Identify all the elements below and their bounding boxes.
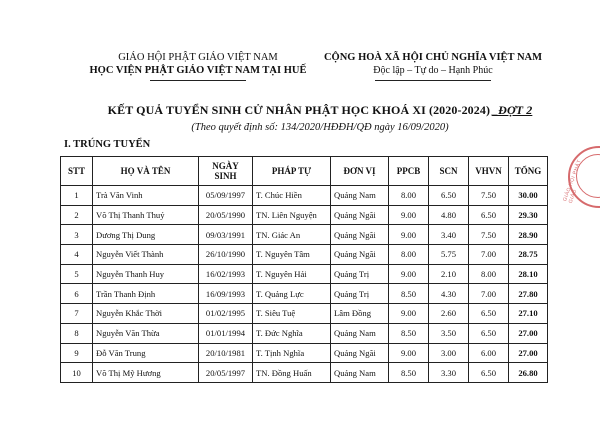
cell-birthdate: 16/09/1993 — [199, 284, 253, 304]
cell-birthdate: 20/05/1990 — [199, 205, 253, 225]
cell-total: 27.10 — [509, 304, 548, 324]
cell-unit: Quảng Ngãi — [331, 245, 389, 265]
cell-stt: 1 — [61, 186, 93, 206]
table-row — [61, 323, 548, 343]
column-header: PHÁP TỰ — [253, 157, 331, 186]
organization-line-1: GIÁO HỘI PHẬT GIÁO VIỆT NAM — [118, 52, 278, 63]
cell-scn: 6.50 — [429, 186, 469, 206]
cell-name: Trà Văn Vinh — [93, 186, 199, 206]
column-header: VHVN — [469, 157, 509, 186]
cell-unit: Quảng Ngãi — [331, 343, 389, 363]
cell-name: Võ Thị Mỹ Hương — [93, 363, 199, 383]
cell-scn: 3.30 — [429, 363, 469, 383]
cell-birthdate: 26/10/1990 — [199, 245, 253, 265]
cell-name: Dương Thị Dung — [93, 225, 199, 245]
cell-vhvn: 7.50 — [469, 186, 509, 206]
cell-name: Đỗ Văn Trung — [93, 343, 199, 363]
cell-vhvn: 7.00 — [469, 245, 509, 265]
document-title — [60, 103, 580, 118]
cell-unit: Quảng Nam — [331, 363, 389, 383]
column-header: SCN — [429, 157, 469, 186]
cell-name: Nguyễn Khắc Thời — [93, 304, 199, 324]
cell-dharma-name: T. Nguyên Hải — [253, 264, 331, 284]
cell-scn: 4.30 — [429, 284, 469, 304]
seal-text: GIÁO HỘI PHẬT GIÁO — [562, 158, 583, 205]
national-motto-title: CỘNG HOÀ XÃ HỘI CHỦ NGHĨA VIỆT NAM — [323, 52, 543, 63]
cell-stt: 2 — [61, 205, 93, 225]
cell-vhvn: 7.50 — [469, 225, 509, 245]
cell-unit: Quảng Trị — [331, 284, 389, 304]
cell-vhvn: 6.50 — [469, 323, 509, 343]
cell-stt: 8 — [61, 323, 93, 343]
results-table — [60, 156, 548, 383]
table-row — [61, 186, 548, 206]
cell-ppcb: 8.50 — [389, 323, 429, 343]
cell-scn: 2.60 — [429, 304, 469, 324]
cell-stt: 3 — [61, 225, 93, 245]
column-header: NGÀY SINH — [199, 157, 253, 186]
cell-ppcb: 9.00 — [389, 343, 429, 363]
cell-vhvn: 6.50 — [469, 363, 509, 383]
cell-name: Võ Thị Thanh Thuỷ — [93, 205, 199, 225]
column-header: ĐƠN VỊ — [331, 157, 389, 186]
cell-stt: 7 — [61, 304, 93, 324]
cell-dharma-name: T. Nguyên Tâm — [253, 245, 331, 265]
column-header: PPCB — [389, 157, 429, 186]
section-heading: I. TRÚNG TUYỂN — [64, 139, 151, 150]
red-seal-stamp — [562, 146, 600, 208]
cell-dharma-name: T. Siêu Tuệ — [253, 304, 331, 324]
cell-vhvn: 8.00 — [469, 264, 509, 284]
cell-unit: Quảng Ngãi — [331, 225, 389, 245]
cell-name: Nguyễn Viết Thành — [93, 245, 199, 265]
cell-stt: 6 — [61, 284, 93, 304]
cell-vhvn: 7.00 — [469, 284, 509, 304]
cell-ppcb: 9.00 — [389, 225, 429, 245]
cell-dharma-name: T. Tịnh Nghĩa — [253, 343, 331, 363]
cell-dharma-name: TN. Giác An — [253, 225, 331, 245]
cell-total: 26.80 — [509, 363, 548, 383]
document-title-suffix: _ĐỢT 2 — [492, 103, 533, 117]
cell-birthdate: 09/03/1991 — [199, 225, 253, 245]
document-title-text: KẾT QUẢ TUYỂN SINH CỬ NHÂN PHẬT HỌC KHOÁ XI (2020-2024) — [107, 103, 491, 117]
cell-total: 28.10 — [509, 264, 548, 284]
cell-ppcb: 8.50 — [389, 363, 429, 383]
national-header — [318, 51, 548, 81]
cell-vhvn: 6.50 — [469, 304, 509, 324]
table-row — [61, 264, 548, 284]
cell-ppcb: 8.00 — [389, 186, 429, 206]
cell-ppcb: 8.50 — [389, 284, 429, 304]
cell-vhvn: 6.00 — [469, 343, 509, 363]
table-row — [61, 304, 548, 324]
column-header: HỌ VÀ TÊN — [93, 157, 199, 186]
cell-stt: 4 — [61, 245, 93, 265]
cell-scn: 3.40 — [429, 225, 469, 245]
cell-total: 27.00 — [509, 343, 548, 363]
cell-scn: 3.50 — [429, 323, 469, 343]
organization-line-2: HỌC VIỆN PHẬT GIÁO VIỆT NAM TẠI HUẾ — [89, 65, 307, 76]
column-header: TỔNG — [509, 157, 548, 186]
cell-birthdate: 01/02/1995 — [199, 304, 253, 324]
cell-birthdate: 16/02/1993 — [199, 264, 253, 284]
cell-birthdate: 05/09/1997 — [199, 186, 253, 206]
cell-total: 27.80 — [509, 284, 548, 304]
cell-dharma-name: T. Quảng Lực — [253, 284, 331, 304]
cell-birthdate: 20/05/1997 — [199, 363, 253, 383]
cell-unit: Quảng Nam — [331, 323, 389, 343]
cell-dharma-name: TN. Liên Nguyện — [253, 205, 331, 225]
cell-ppcb: 9.00 — [389, 304, 429, 324]
cell-total: 28.90 — [509, 225, 548, 245]
cell-name: Nguyễn Văn Thừa — [93, 323, 199, 343]
table-row — [61, 245, 548, 265]
header-divider — [375, 80, 491, 81]
cell-name: Nguyễn Thanh Huy — [93, 264, 199, 284]
cell-ppcb: 8.00 — [389, 245, 429, 265]
cell-scn: 2.10 — [429, 264, 469, 284]
cell-ppcb: 9.00 — [389, 264, 429, 284]
cell-dharma-name: T. Đức Nghĩa — [253, 323, 331, 343]
document-subtitle: (Theo quyết định số: 134/2020/HĐĐH/QĐ ngày 16/09/2020) — [191, 122, 449, 133]
cell-dharma-name: TN. Đồng Huấn — [253, 363, 331, 383]
organization-header — [88, 51, 308, 81]
table-row — [61, 343, 548, 363]
header-divider — [150, 80, 246, 81]
table-row — [61, 225, 548, 245]
cell-total: 28.75 — [509, 245, 548, 265]
column-header: STT — [61, 157, 93, 186]
cell-name: Trần Thanh Định — [93, 284, 199, 304]
cell-unit: Quảng Nam — [331, 186, 389, 206]
cell-unit: Lâm Đồng — [331, 304, 389, 324]
cell-birthdate: 01/01/1994 — [199, 323, 253, 343]
cell-ppcb: 9.00 — [389, 205, 429, 225]
cell-scn: 3.00 — [429, 343, 469, 363]
cell-stt: 5 — [61, 264, 93, 284]
cell-unit: Quảng Ngãi — [331, 205, 389, 225]
cell-total: 30.00 — [509, 186, 548, 206]
table-header-row — [61, 157, 548, 186]
cell-stt: 9 — [61, 343, 93, 363]
table-body — [61, 186, 548, 383]
table-row — [61, 205, 548, 225]
cell-unit: Quảng Trị — [331, 264, 389, 284]
cell-dharma-name: T. Chúc Hiền — [253, 186, 331, 206]
table-row — [61, 363, 548, 383]
cell-total: 27.00 — [509, 323, 548, 343]
cell-total: 29.30 — [509, 205, 548, 225]
cell-vhvn: 6.50 — [469, 205, 509, 225]
cell-scn: 5.75 — [429, 245, 469, 265]
cell-birthdate: 20/10/1981 — [199, 343, 253, 363]
cell-scn: 4.80 — [429, 205, 469, 225]
table-row — [61, 284, 548, 304]
cell-stt: 10 — [61, 363, 93, 383]
national-motto: Độc lập – Tự do – Hạnh Phúc — [373, 65, 493, 76]
